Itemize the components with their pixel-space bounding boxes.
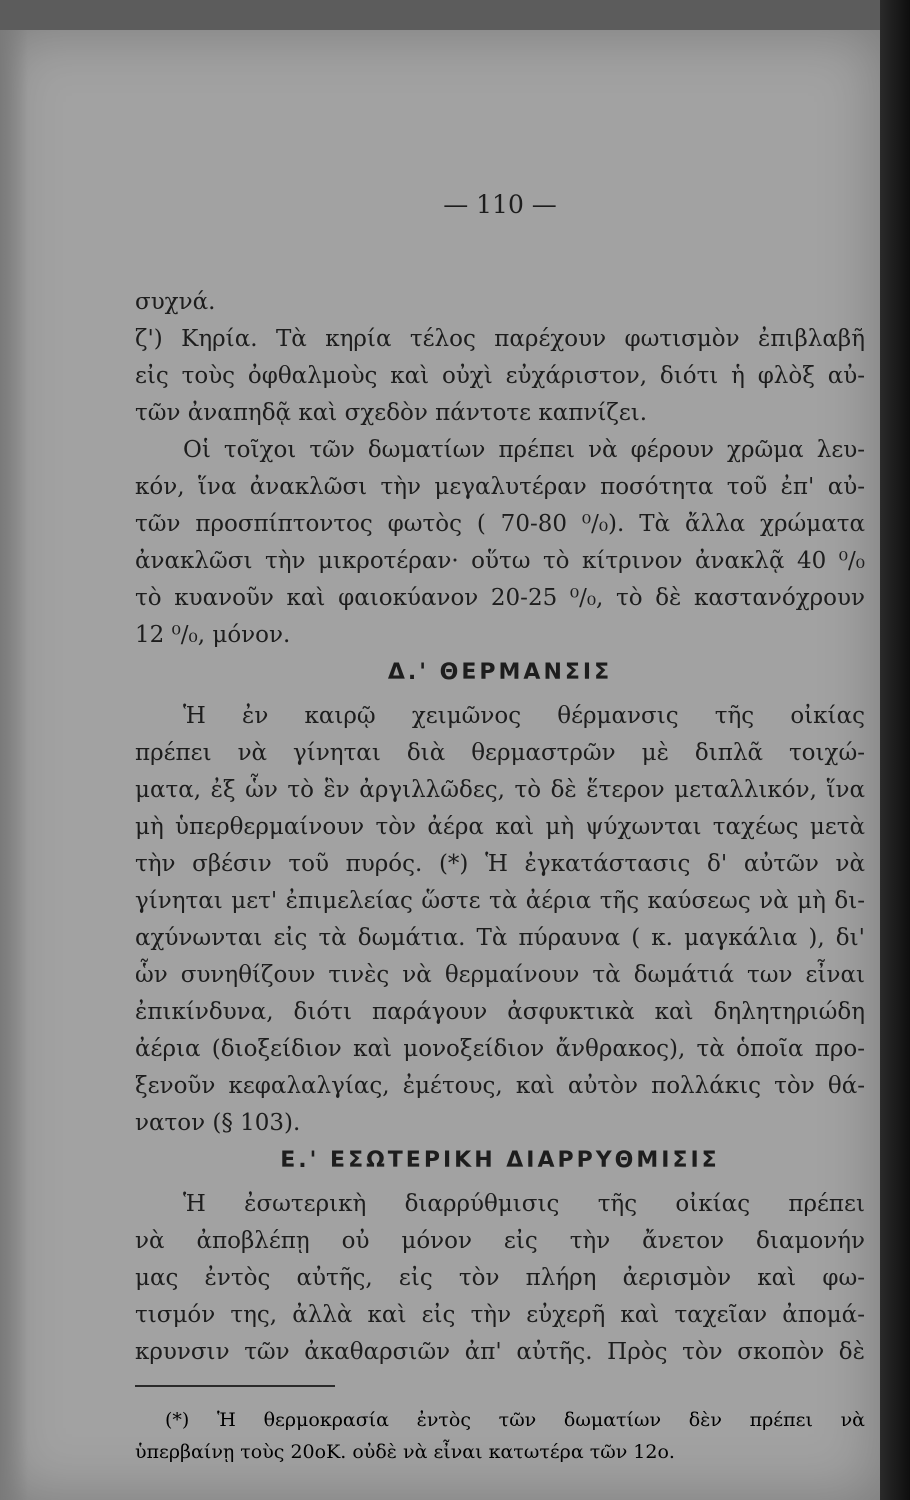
text-line: Οἱ τοῖχοι τῶν δωματίων πρέπει νὰ φέρουν χρῶμα λευ- [183, 437, 865, 463]
text-line: ἀέρια (διοξείδιον καὶ μονοξείδιον ἄνθρακος), τὰ ὁποῖα προ- [135, 1036, 865, 1062]
text-line: Ἡ ἐν καιρῷ χειμῶνος θέρμανσις τῆς οἰκίας [183, 703, 865, 729]
page-number: — 110 — [443, 190, 557, 219]
text-line: εἰς τοὺς ὀφθαλμοὺς καὶ οὐχὶ εὐχάριστον, διότι ἡ φλὸξ αὐ- [135, 363, 865, 389]
text-line: ξενοῦν κεφαλαλγίας, ἐμέτους, καὶ αὐτὸν πολλάκις τὸν θά- [135, 1073, 865, 1099]
text-line: ματα, ἐξ ὧν τὸ ἓν ἀργιλλῶδες, τὸ δὲ ἕτερον μεταλλικόν, ἵνα [135, 777, 865, 803]
text-line: ὧν συνηθίζουν τινὲς νὰ θερμαίνουν τὰ δωμάτιά των εἶναι [135, 962, 865, 988]
footnote-rule [135, 1385, 335, 1387]
text-line: γίνηται μετ' ἐπιμελείας ὥστε τὰ ἀέρια τῆς καύσεως νὰ μὴ δι- [135, 888, 865, 914]
text-line: μὴ ὑπερθερμαίνουν τὸν ἀέρα καὶ μὴ ψύχωνται ταχέως μετὰ [135, 814, 865, 840]
footnote-line: ὑπερβαίνῃ τοὺς 20οΚ. οὐδὲ νὰ εἶναι κατωτέρα τῶν 12ο. [135, 1441, 675, 1463]
text-line: τῶν προσπίπτοντος φωτὸς ( 70-80 ⁰/₀). Τὰ ἄλλα χρώματα [135, 511, 865, 537]
text-line: νατον (§ 103). [135, 1110, 301, 1136]
text-line: κόν, ἵνα ἀνακλῶσι τὴν μεγαλυτέραν ποσότητα τοῦ ἐπ' αὐ- [135, 474, 865, 500]
text-line: τὸ κυανοῦν καὶ φαιοκύανον 20-25 ⁰/₀, τὸ δὲ καστανόχρουν [135, 585, 865, 611]
text-line: ἐπικίνδυνα, διότι παράγουν ἀσφυκτικὰ καὶ δηλητηριώδη [135, 999, 865, 1025]
book-edge [880, 0, 910, 1500]
text-line: συχνά. [135, 289, 216, 315]
text-line: Ἡ ἐσωτερικὴ διαρρύθμισις τῆς οἰκίας πρέπει [183, 1191, 865, 1217]
book-page [0, 30, 880, 1500]
text-line: τισμόν της, ἀλλὰ καὶ εἰς τὴν εὐχερῆ καὶ ταχεῖαν ἀπομά- [135, 1302, 865, 1328]
text-line: νὰ ἀποβλέπῃ οὐ μόνον εἰς τὴν ἄνετον διαμονήν [135, 1228, 865, 1254]
text-line: ἀνακλῶσι τὴν μικροτέραν· οὕτω τὸ κίτρινον ἀνακλᾷ 40 ⁰/₀ [135, 548, 865, 574]
text-line: τὴν σβέσιν τοῦ πυρός. (*) Ἡ ἐγκατάστασις δ' αὐτῶν νὰ [135, 851, 865, 877]
text-line: τῶν ἀναπηδᾷ καὶ σχεδὸν πάντοτε καπνίζει. [135, 400, 648, 426]
text-line: 12 ⁰/₀, μόνον. [135, 622, 291, 648]
text-line: πρέπει νὰ γίνηται διὰ θερμαστρῶν μὲ διπλᾶ τοιχώ- [135, 740, 865, 766]
text-line: κρυνσιν τῶν ἀκαθαρσιῶν ἀπ' αὐτῆς. Πρὸς τὸν σκοπὸν δὲ [135, 1339, 865, 1365]
text-line: αχύνωνται εἰς τὰ δωμάτια. Τὰ πύραυνα ( κ. μαγκάλια ), δι' [135, 925, 865, 951]
footnote-line: (*) Ἡ θερμοκρασία ἐντὸς τῶν δωματίων δὲν πρέπει νὰ [165, 1409, 865, 1431]
section-heading-interior: Ε.' ΕΣΩΤΕΡΙΚΗ ΔΙΑΡΡΥΘΜΙΣΙΣ [280, 1148, 720, 1173]
text-line: ζ') Κηρία. Τὰ κηρία τέλος παρέχουν φωτισμὸν ἐπιβλαβῆ [135, 326, 865, 352]
section-heading-heating: Δ.' ΘΕΡΜΑΝΣΙΣ [387, 660, 613, 685]
text-line: μας ἐντὸς αὐτῆς, εἰς τὸν πλήρη ἀερισμὸν καὶ φω- [135, 1265, 865, 1291]
